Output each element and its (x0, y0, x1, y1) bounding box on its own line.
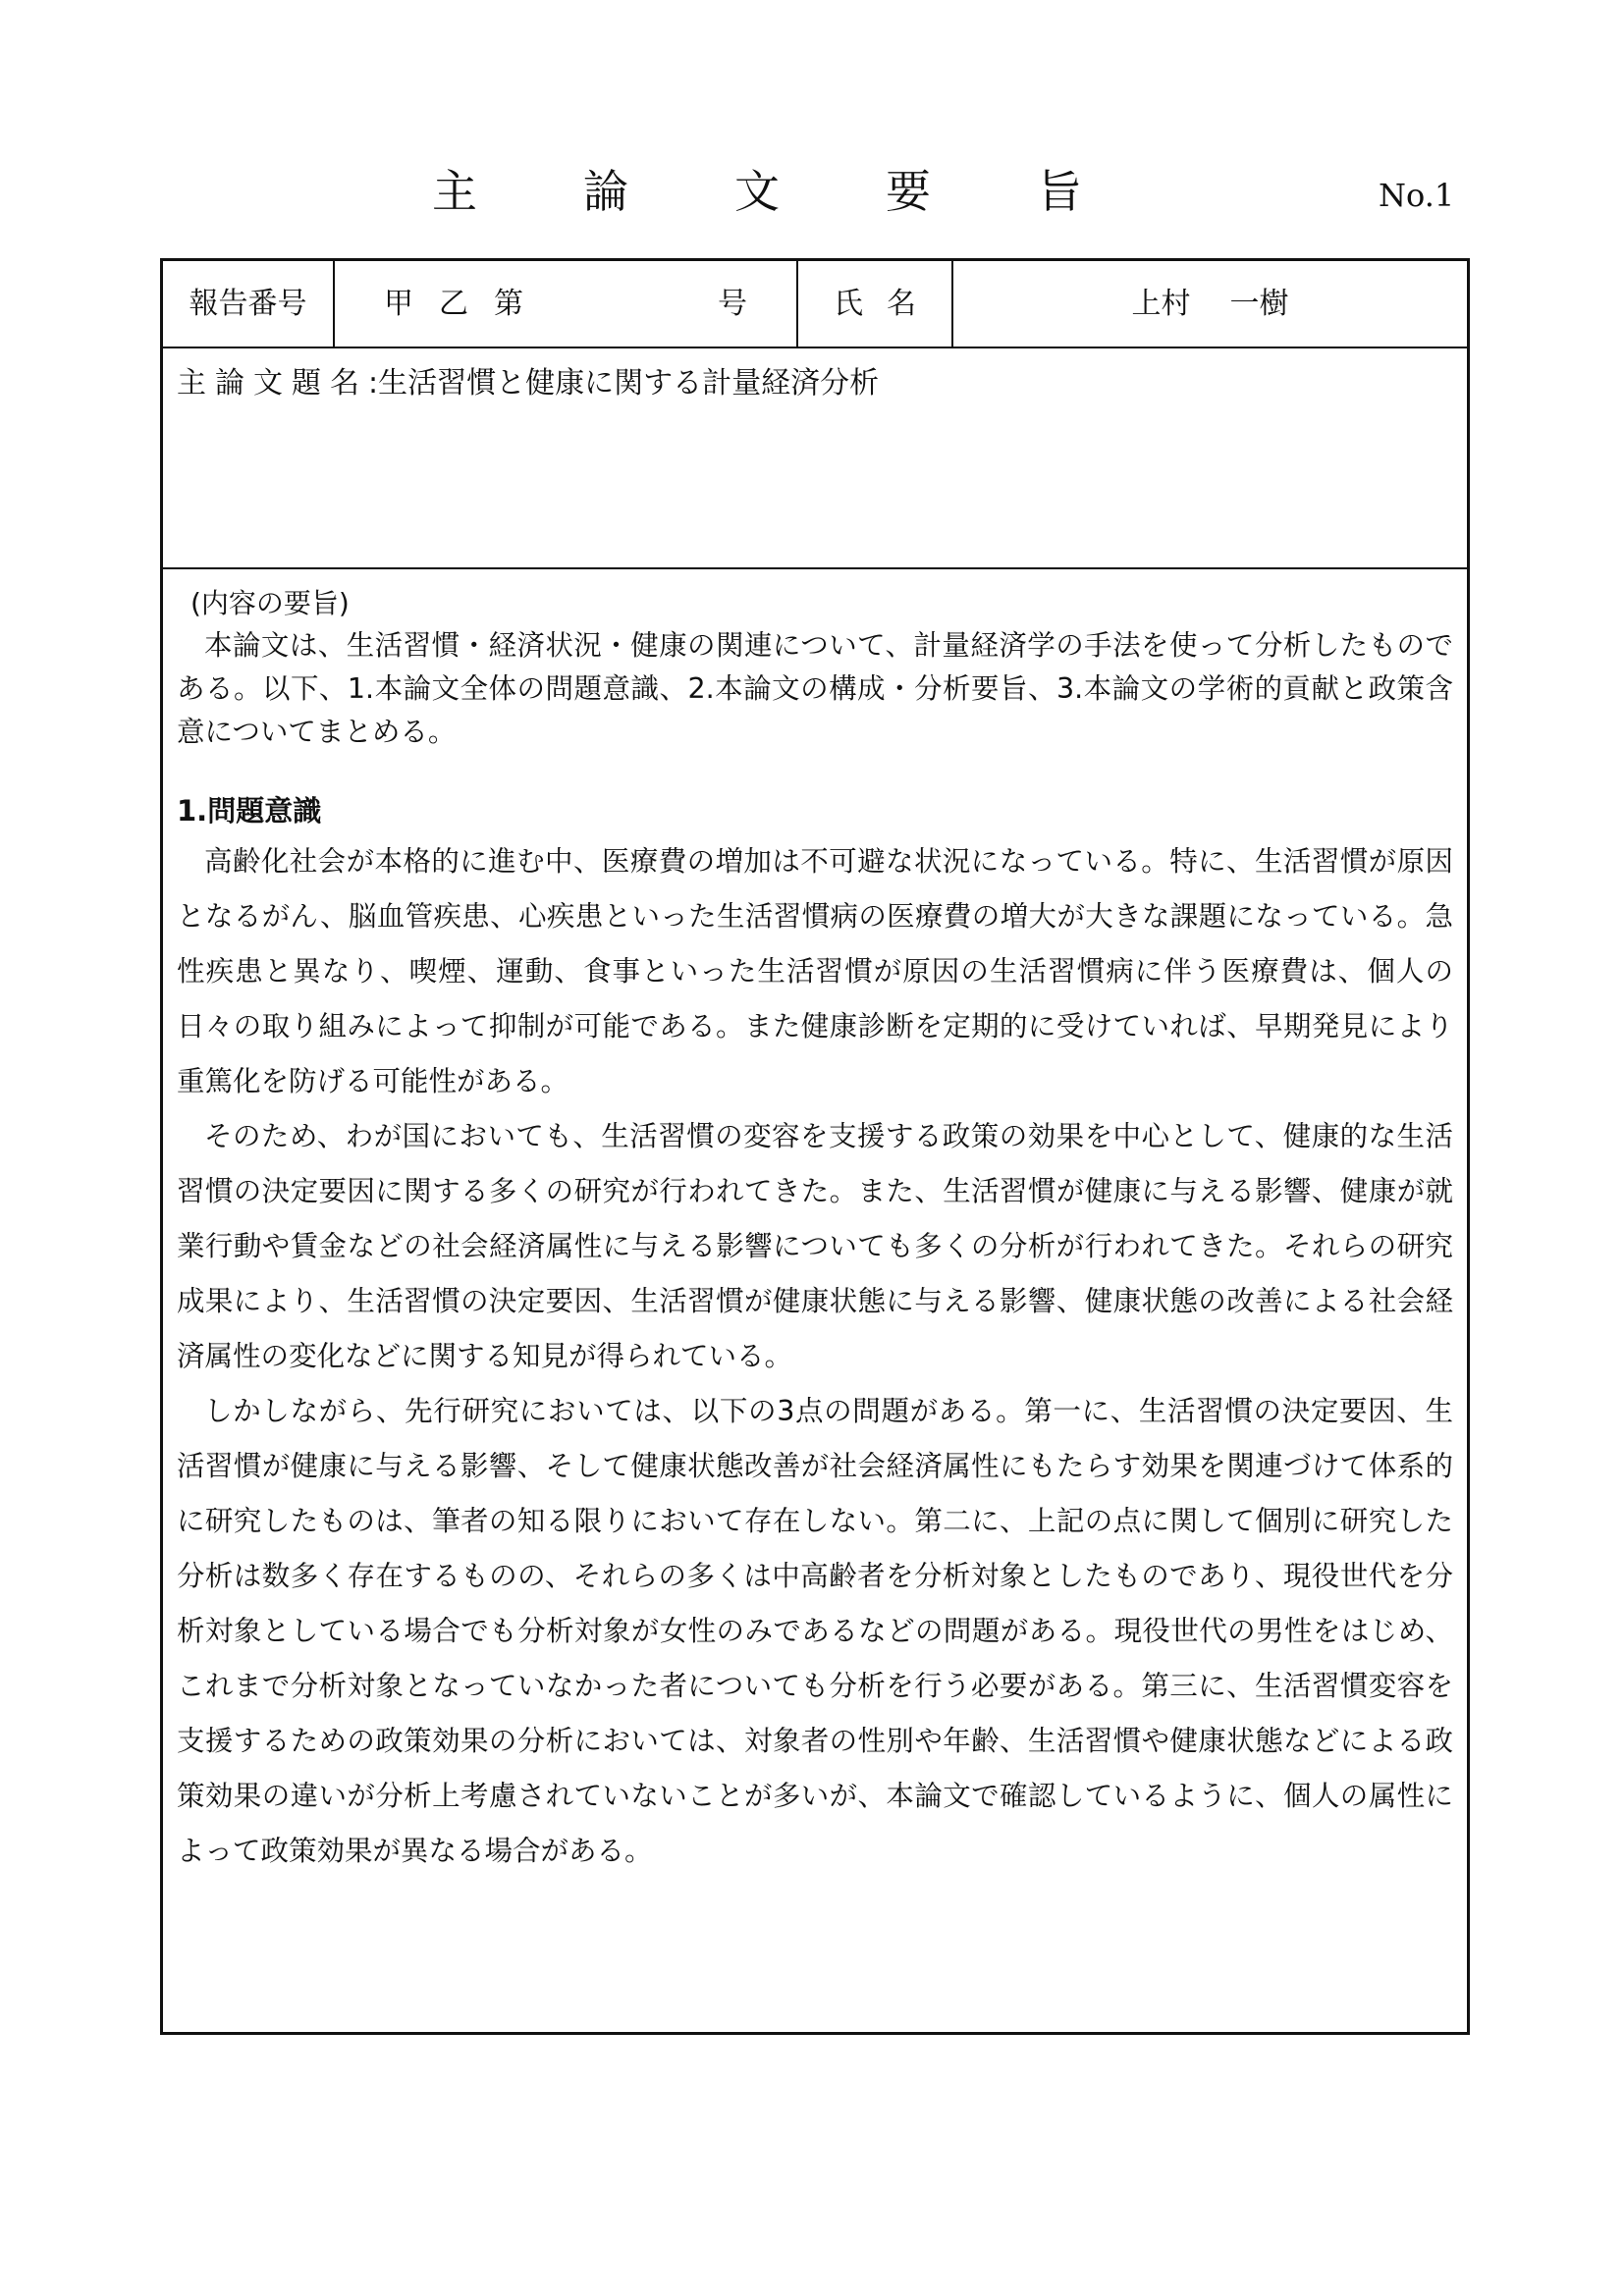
thesis-title-line (177, 362, 879, 405)
thesis-title: 生活習慣と健康に関する計量経済分析 (378, 366, 880, 400)
paragraph-2: そのため、わが国においても、生活習慣の変容を支援する政策の効果を中心として、健康的な生活習慣の決定要因に関する多くの研究が行われてきた。また、生活習慣が健康に与える影響、健康が就業行動や賃金などの社会経済属性に与える影響についても多くの分析が行われてきた。それらの研究成果により、生活習慣の決定要因、生活習慣が健康状態に与える影響、健康状態の改善による社会経済属性の変化などに関する知見が得られている。 (177, 1120, 1453, 1372)
thesis-title-separator: : (368, 366, 379, 400)
section-heading-1: 1.問題意識 (177, 794, 322, 828)
thesis-title-row (163, 348, 1467, 569)
document-title: 主論文要旨 (432, 165, 1188, 218)
name-field (953, 261, 1467, 347)
paragraph-3: しかしながら、先行研究においては、以下の3点の問題がある。第一に、生活習慣の決定要因、生活習慣が健康に与える影響、そして健康状態改善が社会経済属性にもたらす効果を関連づけて体系的に研究したものは、筆者の知る限りにおいて存在しない。第二に、上記の点に関して個別に研究した分析は数多く存在するものの、それらの多くは中高齢者を分析対象としたものであり、現役世代を分析対象としている場合でも分析対象が女性のみであるなどの問題がある。現役世代の男性をはじめ、これまで分析対象となっていなかった者についても分析を行う必要がある。第三に、生活習慣変容を支援するための政策効果の分析においては、対象者の性別や年齢、生活習慣や健康状態などによる政策効果の違いが分析上考慮されていないことが多いが、本論文で確認しているように、個人の属性によって政策効果が異なる場合がある。 (177, 1395, 1453, 1867)
intro-block (177, 624, 1453, 754)
content-summary-area (163, 569, 1467, 2032)
paragraph-1: 高齢化社会が本格的に進む中、医療費の増加は不可避な状況になっている。特に、生活習慣が原因となるがん、脳血管疾患、心疾患といった生活習慣病の医療費の増大が大きな課題になっている。急性疾患と異なり、喫煙、運動、食事といった生活習慣が原因の生活習慣病に伴う医療費は、個人の日々の取り組みによって抑制が可能である。また健康診断を定期的に受けていれば、早期発見により重篤化を防げる可能性がある。 (177, 845, 1453, 1097)
report-kou-otsu-dai: 甲乙第 (384, 287, 549, 321)
report-gou: 号 (718, 287, 747, 321)
section-1-body (177, 834, 1453, 1879)
report-number-field (335, 261, 798, 347)
title-row (0, 157, 1624, 226)
intro-paragraph: 本論文は、生活習慣・経済状況・健康の関連について、計量経済学の手法を使って分析したものである。以下、1.本論文全体の問題意識、2.本論文の構成・分析要旨、3.本論文の学術的貢献と政策含意についてまとめる。 (177, 629, 1453, 748)
report-number-label: 報告番号 (163, 261, 335, 347)
page-number: No.1 (1379, 177, 1455, 214)
surname: 上村 (1131, 287, 1191, 321)
name-label: 氏名 (798, 261, 953, 347)
summary-form (160, 258, 1470, 2035)
given-name: 一樹 (1229, 287, 1289, 321)
content-subheading: (内容の要旨) (190, 587, 350, 619)
info-row (163, 261, 1467, 348)
content-body (177, 583, 1453, 1879)
thesis-title-label: 主論文題名 (177, 366, 368, 400)
